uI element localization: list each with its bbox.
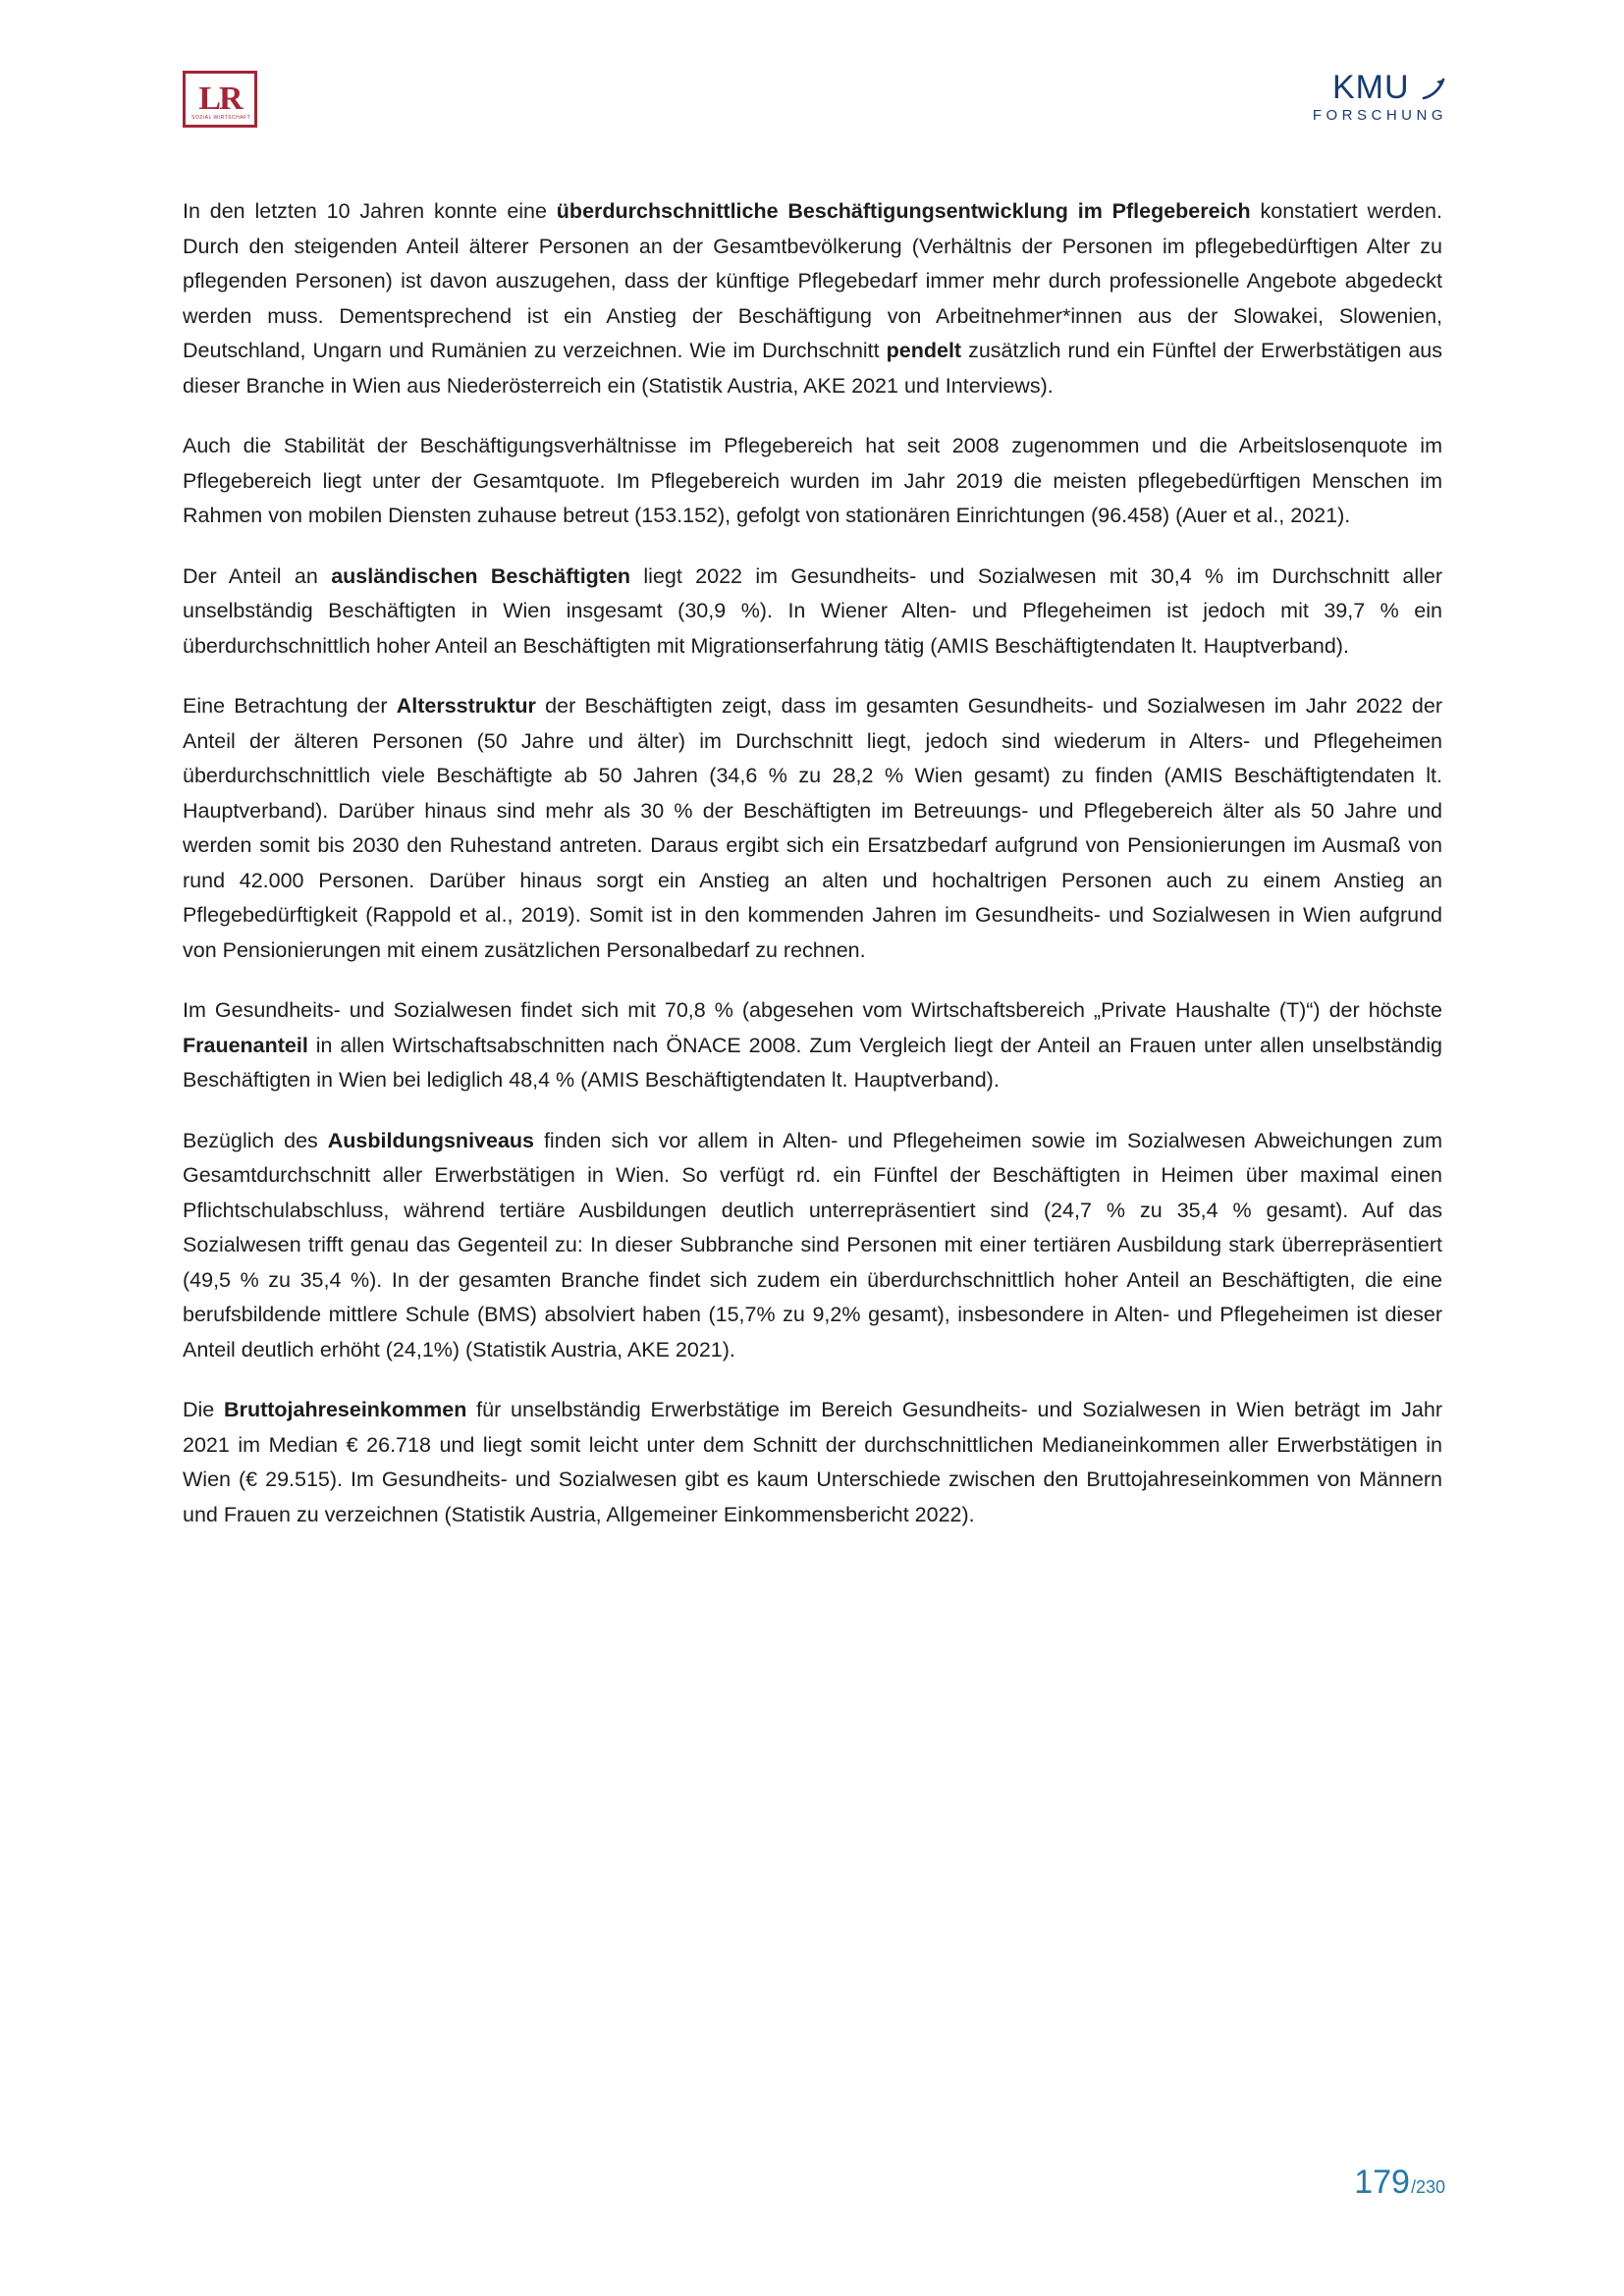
paragraph: Der Anteil an ausländischen Beschäftigten liegt 2022 im Gesundheits- und Sozialwesen mit 30,4 % im Durchschnitt aller unselbständig Beschäftigten in Wien insgesamt (30,9 %). In Wiener Alten- und Pflegeheimen ist jedoch mit 39,7 % ein überdurchschnittlich hoher Anteil an Beschäftigten mit Migrationserfahrung tätig (AMIS Beschäftigtendaten lt. Hauptverband). <box>183 563 1442 658</box>
page-header <box>0 71 1624 159</box>
page-number: 179 <box>1354 2163 1410 2201</box>
kmu-logo-title: KMU <box>1331 69 1410 106</box>
lr-logo <box>183 71 257 128</box>
paragraph: Im Gesundheits- und Sozialwesen findet sich mit 70,8 % (abgesehen vom Wirtschaftsbereich „Private Haushalte (T)“) der höchste Frauenanteil in allen Wirtschaftsabschnitten nach ÖNACE 2008. Zum Vergleich liegt der Anteil an Frauen unter allen unselbständig Beschäftigten in Wien bei lediglich 48,4 % (AMIS Beschäftigtendaten lt. Hauptverband). <box>183 998 1442 1092</box>
lr-logo-mark: LR <box>198 80 242 117</box>
paragraph: Auch die Stabilität der Beschäftigungsverhältnisse im Pflegebereich hat seit 2008 zugenommen und die Arbeitslosenquote im Pflegebereich liegt unter der Gesamtquote. Im Pflegebereich wurden im Jahr 2019 die meisten pflegebedürftigen Menschen im Rahmen von mobilen Diensten zuhause betreut (153.152), gefolgt von stationären Einrichtungen (96.458) (Auer et al., 2021). <box>183 434 1442 527</box>
kmu-logo-subtitle: FORSCHUNG <box>1312 107 1447 124</box>
page-footer <box>1354 2163 1445 2202</box>
paragraph: Die Bruttojahreseinkommen für unselbständig Erwerbstätige im Bereich Gesundheits- und Sozialwesen in Wien beträgt im Jahr 2021 im Median € 26.718 und liegt somit leicht unter dem Schnitt der durchschnittlichen Medianeinkommen aller Erwerbstätigen in Wien (€ 29.515). Im Gesundheits- und Sozialwesen gibt es kaum Unterschiede zwischen den Bruttojahreseinkommen von Männern und Frauen zu verzeichnen (Statistik Austria, Allgemeiner Einkommensbericht 2022). <box>183 1398 1442 1526</box>
kmu-forschung-logo <box>1313 71 1447 124</box>
page-total: /230 <box>1410 2177 1445 2197</box>
lr-logo-subtitle: SOZIAL WIRTSCHAFT <box>191 115 251 121</box>
paragraph: Eine Betrachtung der Altersstruktur der Beschäftigten zeigt, dass im gesamten Gesundheits- und Sozialwesen im Jahr 2022 der Anteil der älteren Personen (50 Jahre und älter) im Durchschnitt liegt, jedoch sind wiederum in Alters- und Pflegeheimen überdurchschnittlich viele Beschäftigte ab 50 Jahren (34,6 % zu 28,2 % Wien gesamt) zu finden (AMIS Beschäftigtendaten lt. Hauptverband). Darüber hinaus sind mehr als 30 % der Beschäftigten im Betreuungs- und Pflegebereich älter als 50 Jahre und werden somit bis 2030 den Ruhestand antreten. Daraus ergibt sich ein Ersatzbedarf aufgrund von Pensionierungen im Ausmaß von rund 42.000 Personen. Darüber hinaus sorgt ein Anstieg an alten und hochaltrigen Personen auch zu einem Anstieg an Pflegebedürftigkeit (Rappold et al., 2019). Somit ist in den kommenden Jahren im Gesundheits- und Sozialwesen in Wien aufgrund von Pensionierungen mit einem zusätzlichen Personalbedarf zu rechnen. <box>183 694 1442 962</box>
paragraph: In den letzten 10 Jahren konnte eine überdurchschnittliche Beschäftigungsentwicklung im Pflegebereich konstatiert werden. Durch den steigenden Anteil älterer Personen an der Gesamtbevölkerung (Verhältnis der Personen im pflegebedürftigen Alter zu pflegenden Personen) ist davon auszugehen, dass der künftige Pflegebedarf immer mehr durch professionelle Angebote abgedeckt werden muss. Dementsprechend ist ein Anstieg der Beschäftigung von Arbeitnehmer*innen aus der Slowakei, Slowenien, Deutschland, Ungarn und Rumänien zu verzeichnen. Wie im Durchschnitt pendelt zusätzlich rund ein Fünftel der Erwerbstätigen aus dieser Branche in Wien aus Niederösterreich ein (Statistik Austria, AKE 2021 und Interviews). <box>183 199 1443 398</box>
kmu-logo-title-row <box>1332 71 1447 104</box>
paragraph: Bezüglich des Ausbildungsniveaus finden sich vor allem in Alten- und Pflegeheimen sowie im Sozialwesen Abweichungen zum Gesamtdurchschnitt aller Erwerbstätigen in Wien. So verfügt rd. ein Fünftel der Beschäftigten in Heimen über maximal einen Pflichtschulabschluss, während tertiäre Ausbildungen deutlich unterrepräsentiert sind (24,7 % zu 35,4 % gesamt). Auf das Sozialwesen trifft genau das Gegenteil zu: In dieser Subbranche sind Personen mit einer tertiären Ausbildung stark überrepräsentiert (49,5 % zu 35,4 %). In der gesamten Branche findet sich zudem ein überdurchschnittlich hoher Anteil an Beschäftigten, die eine berufsbildende mittlere Schule (BMS) absolviert haben (15,7% zu 9,2% gesamt), insbesondere in Alten- und Pflegeheimen ist dieser Anteil deutlich erhöht (24,1%) (Statistik Austria, AKE 2021). <box>183 1128 1442 1362</box>
document-body <box>183 194 1442 1532</box>
swoosh-icon <box>1422 75 1447 100</box>
